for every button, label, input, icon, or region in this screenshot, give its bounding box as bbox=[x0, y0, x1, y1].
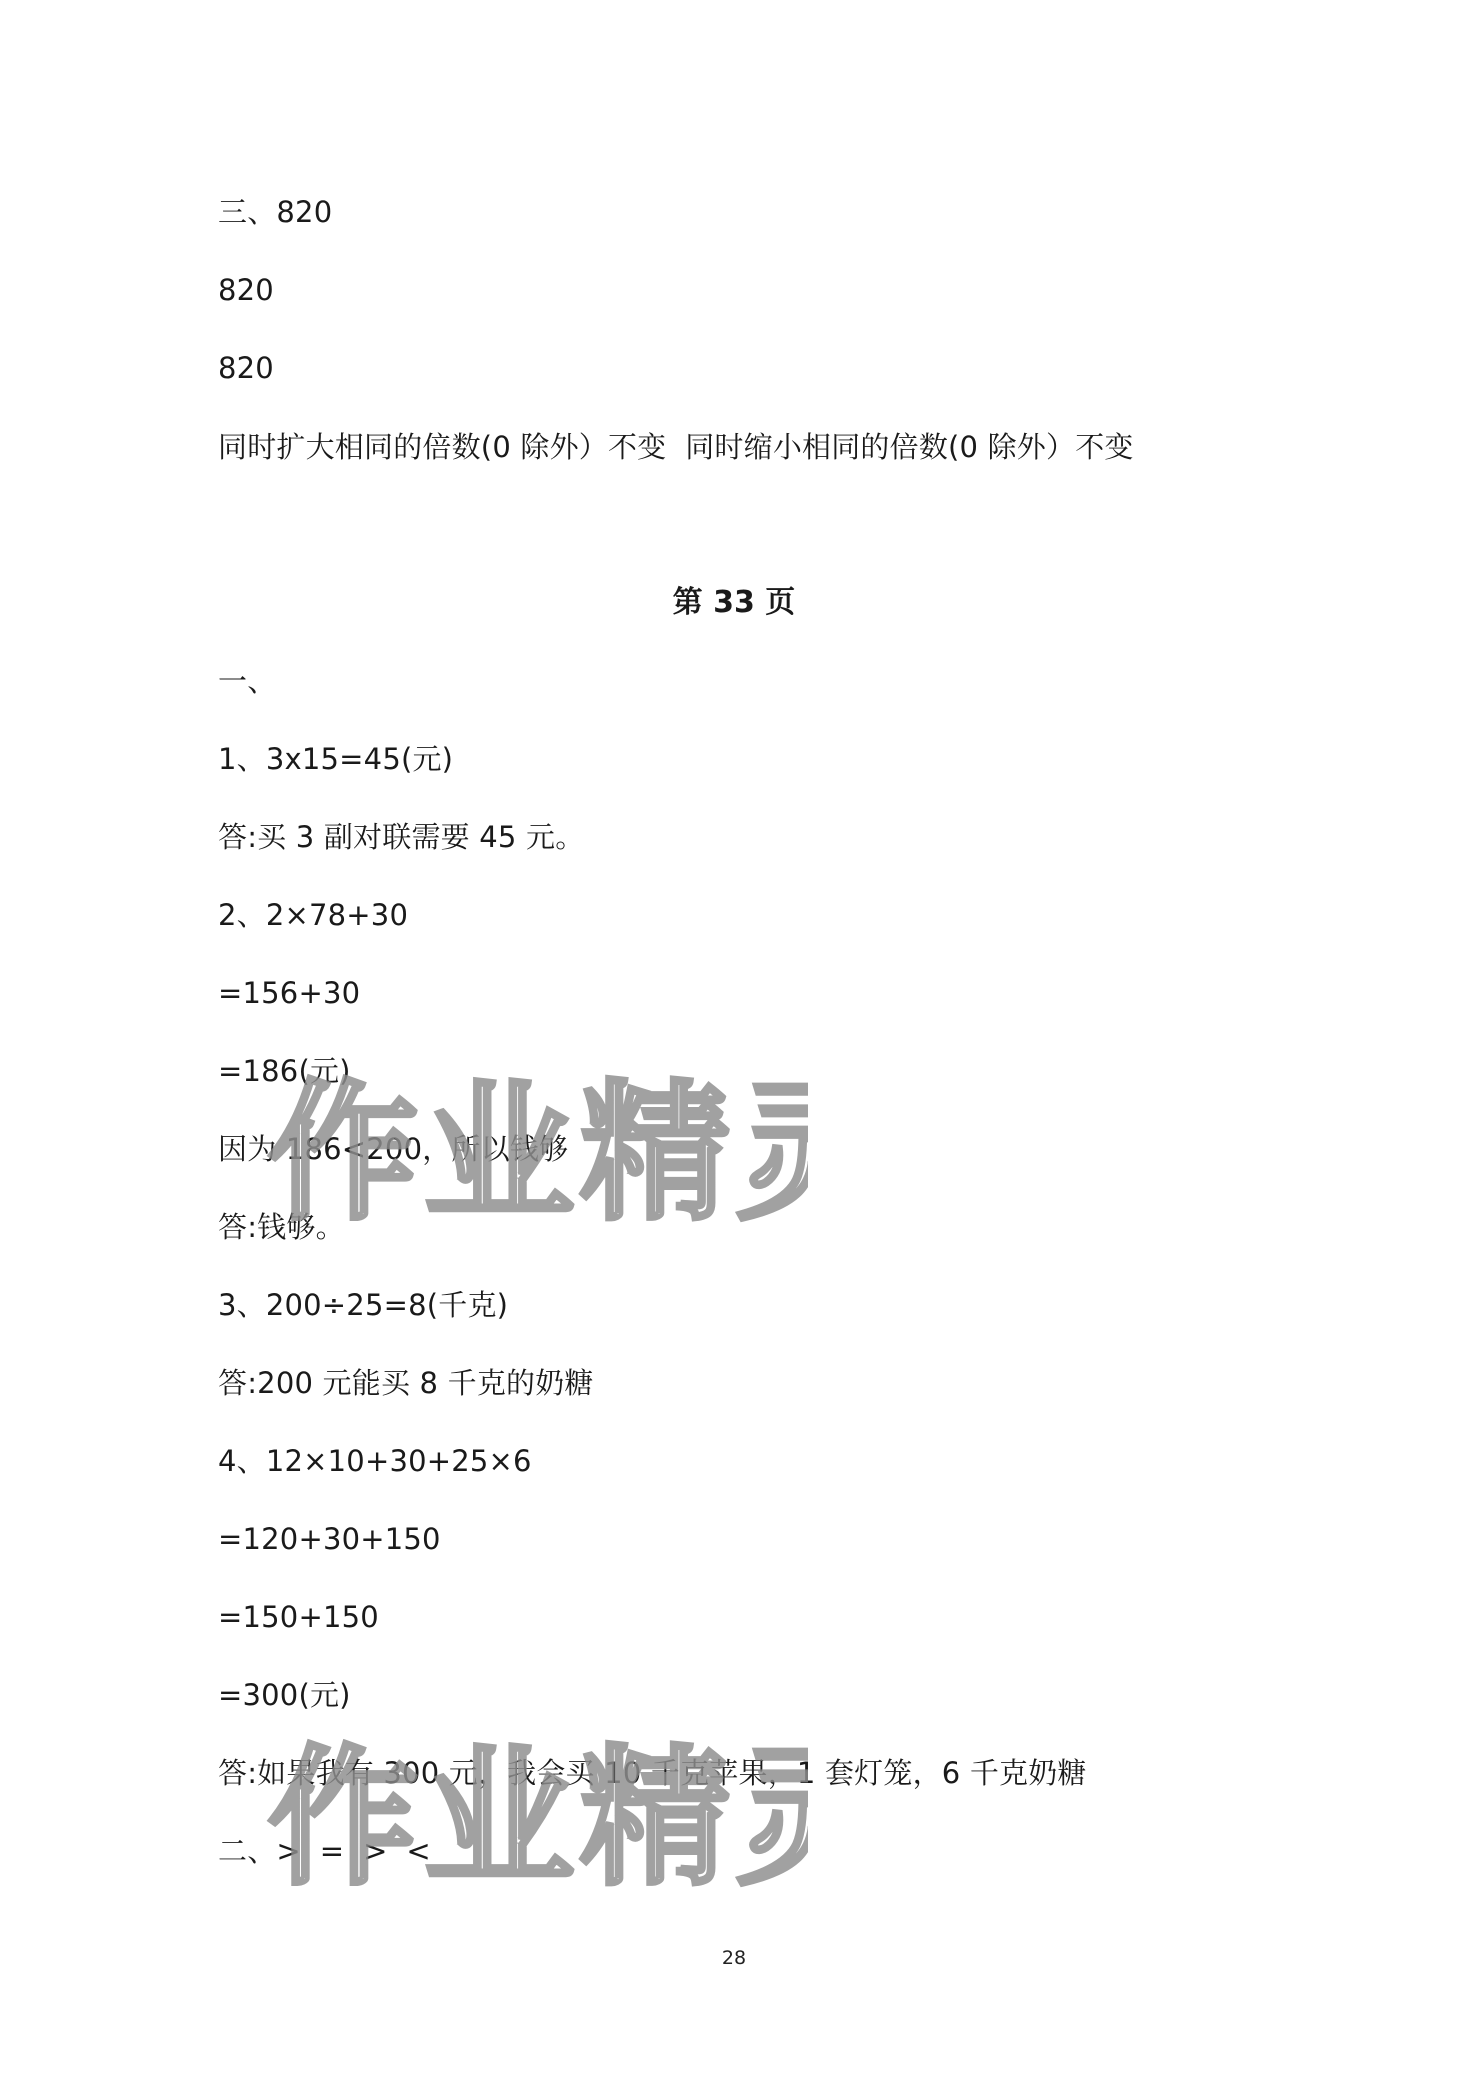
answer-line: =150+150 bbox=[218, 1600, 379, 1634]
part-two-line: 二、> = > < bbox=[218, 1834, 431, 1868]
page-number: 28 bbox=[721, 1947, 747, 1969]
part-one-label: 一、 bbox=[218, 664, 277, 698]
answer-line: 4、12×10+30+25×6 bbox=[218, 1444, 532, 1478]
answer-line: 答:200 元能买 8 千克的奶糖 bbox=[218, 1366, 594, 1400]
answer-line: =120+30+150 bbox=[218, 1522, 441, 1556]
answer-line: 2、2×78+30 bbox=[218, 898, 409, 932]
answer-line: 答:如果我有 300 元，我会买 10 千克苹果，1 套灯笼，6 千克奶糖 bbox=[218, 1756, 1087, 1790]
watermark-lower-text: 作业精 bbox=[268, 1732, 737, 1900]
section-three-line-4: 同时扩大相同的倍数(0 除外）不变 同时缩小相同的倍数(0 除外）不变 bbox=[218, 430, 1134, 464]
section-three-line-2: 820 bbox=[218, 273, 274, 307]
answer-line: 答:买 3 副对联需要 45 元。 bbox=[218, 820, 585, 854]
answer-line: 1、3x15=45(元) bbox=[218, 742, 454, 776]
section-three-line-1: 三、820 bbox=[218, 195, 333, 229]
page-heading: 第 33 页 bbox=[672, 585, 796, 620]
answer-line: 答:钱够。 bbox=[218, 1210, 345, 1244]
watermark-lower bbox=[248, 1720, 808, 1900]
answer-line: 因为 186<200，所以钱够 bbox=[218, 1132, 569, 1166]
answer-line: =300(元) bbox=[218, 1678, 351, 1712]
watermark-upper-text: 作业精 bbox=[268, 1067, 737, 1235]
section-three-line-3: 820 bbox=[218, 351, 274, 385]
answer-line: =156+30 bbox=[218, 976, 361, 1010]
answer-line: =186(元) bbox=[218, 1054, 351, 1088]
answer-line: 3、200÷25=8(千克) bbox=[218, 1288, 509, 1322]
watermark-lower-graphic bbox=[248, 1720, 808, 1900]
